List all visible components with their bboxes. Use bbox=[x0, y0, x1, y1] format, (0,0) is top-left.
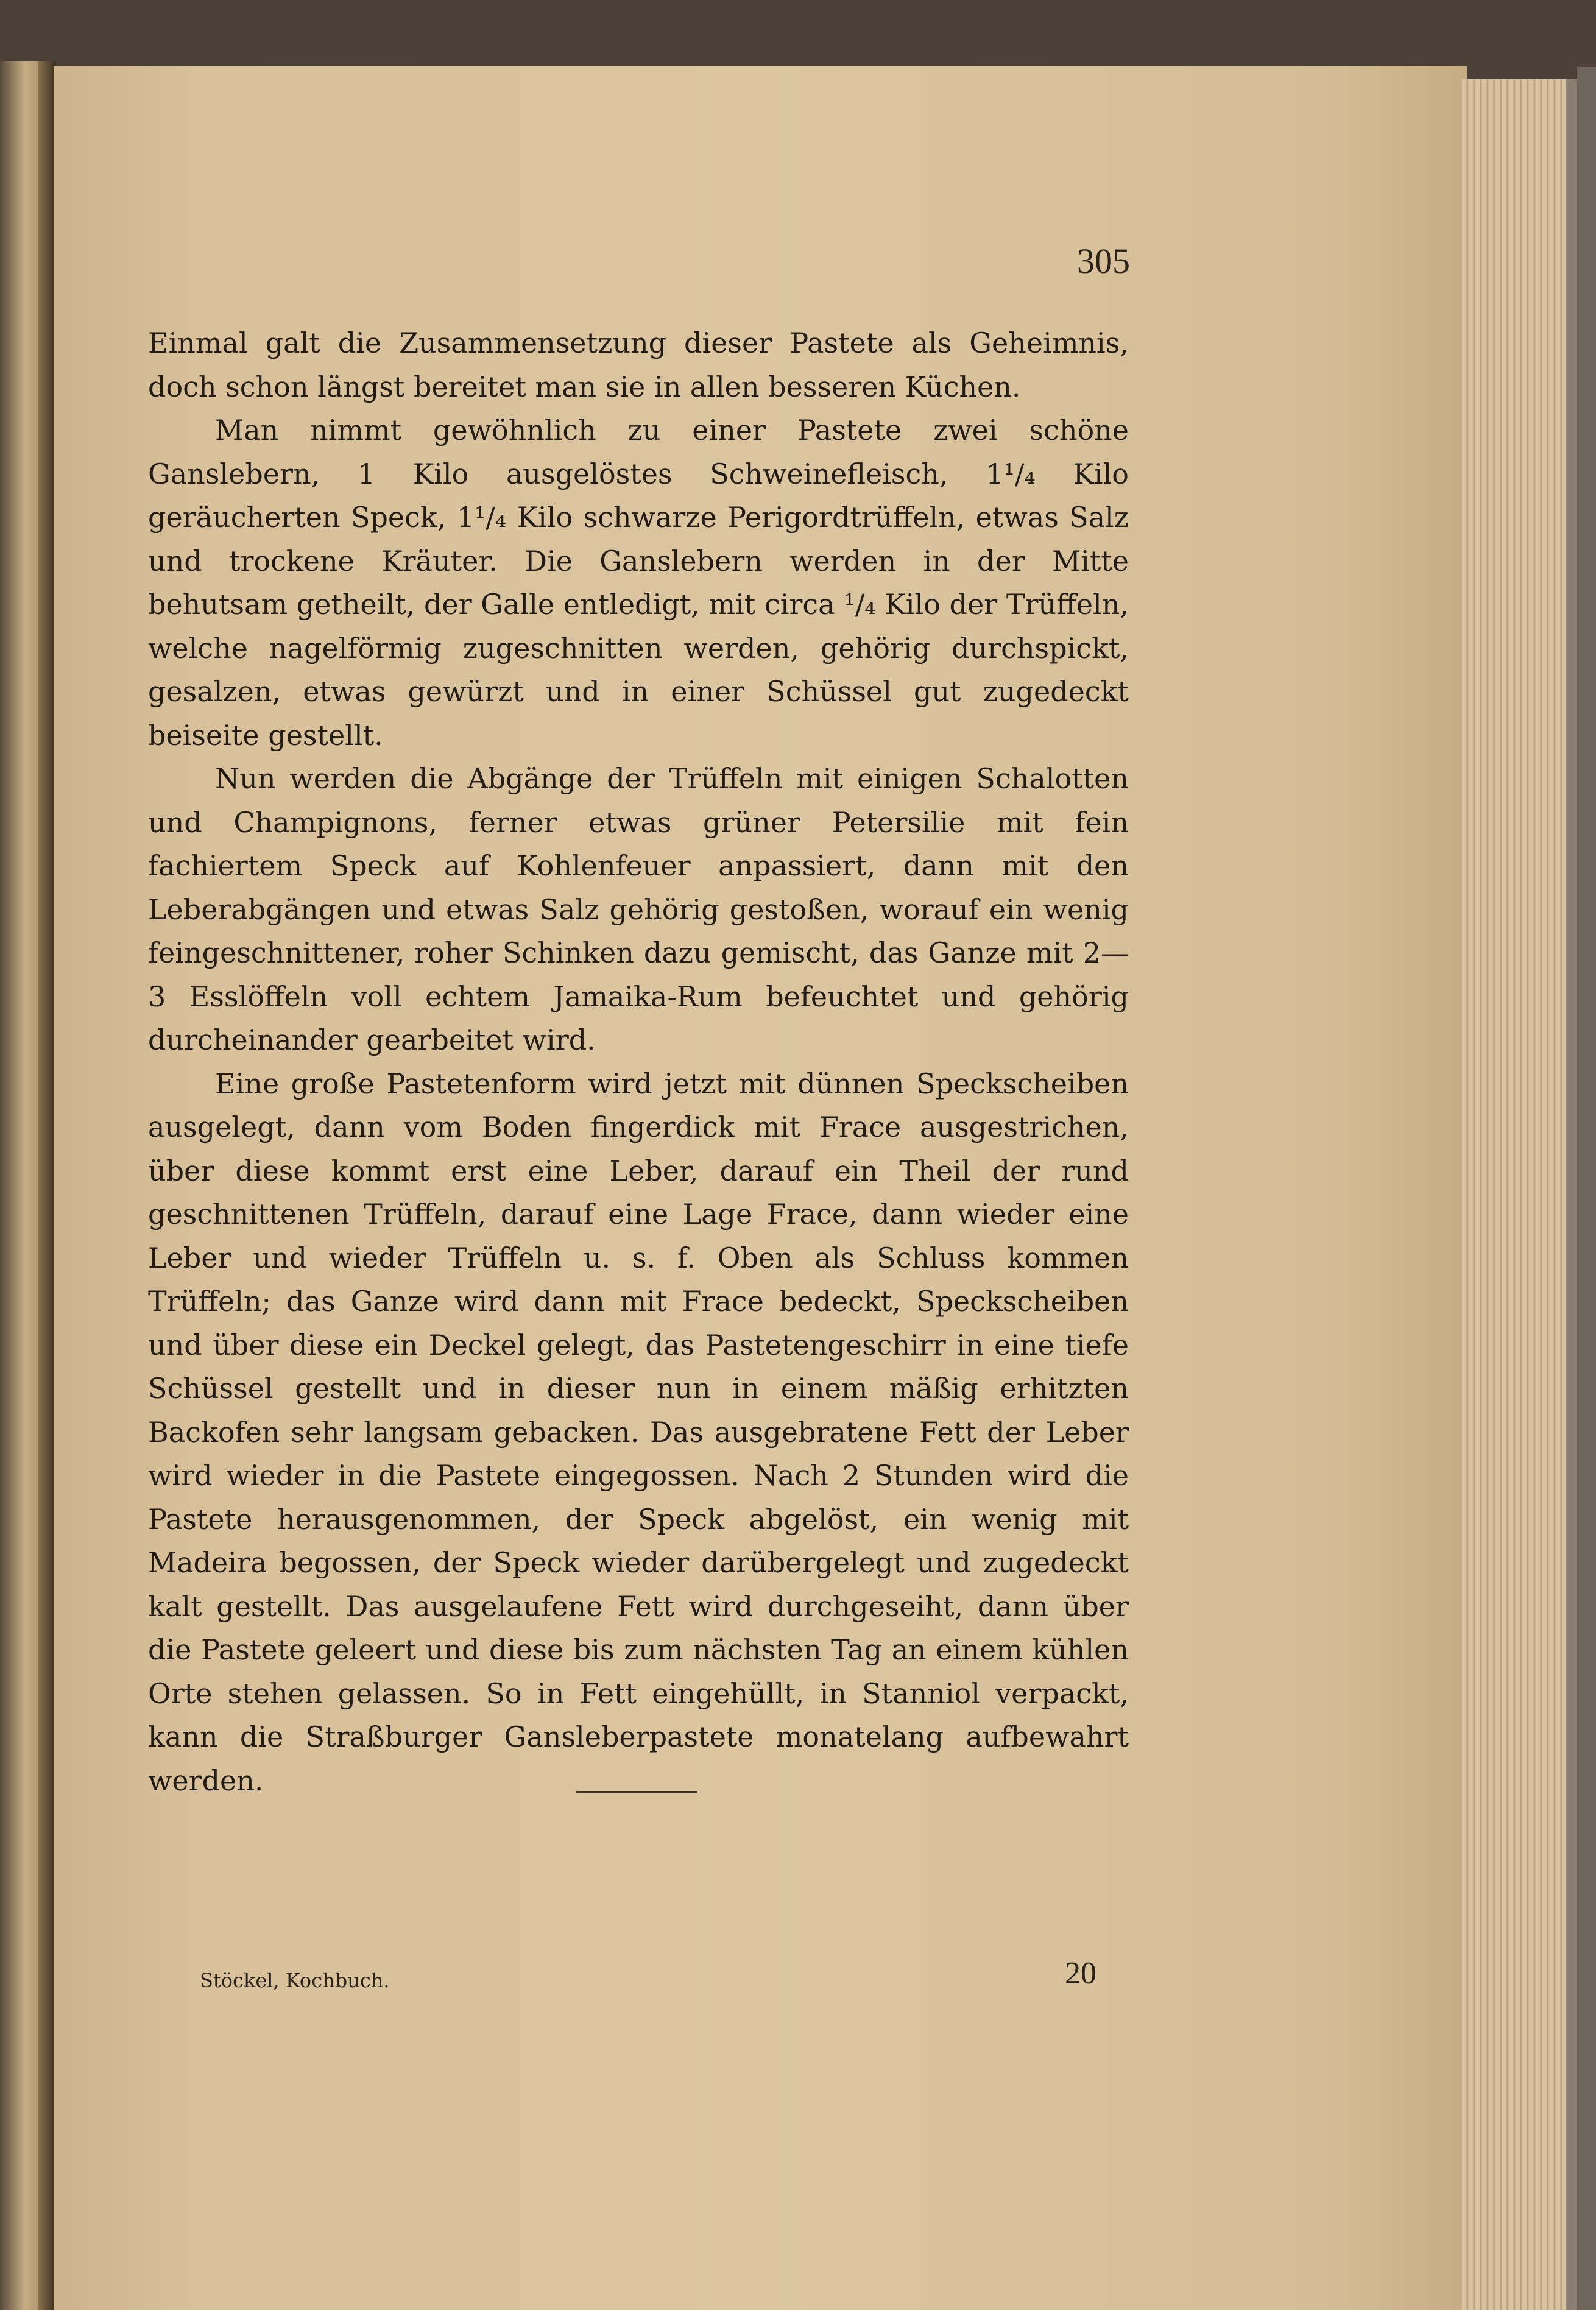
section-divider bbox=[576, 1791, 697, 1793]
footer-source: Stöckel, Kochbuch. bbox=[200, 1969, 390, 1992]
paragraph: Nun werden die Abgänge der Trüffeln mit einigen Schalotten und Champignons, ferner etwas grüner Petersilie mit fein fachiertem Speck auf Kohlenfeuer anpassiert, dann mit den Leberabgängen und etwas Salz gehörig gestoßen, worauf ein wenig feingeschnittener, roher Schinken dazu gemischt, das Ganze mit 2—3 Esslöffeln voll echtem Jamaika-Rum befeuchtet und gehörig durcheinander gearbeitet wird. bbox=[148, 762, 1129, 1056]
paragraph: Einmal galt die Zusammensetzung dieser Pastete als Geheimnis, doch schon längst bereitet man sie in allen besseren Küchen. bbox=[148, 327, 1129, 403]
book-cover-edge bbox=[1577, 67, 1596, 2310]
page-stack-edges bbox=[1462, 79, 1577, 2310]
body-text bbox=[148, 322, 1129, 1803]
paragraph: Eine große Pastetenform wird jetzt mit dünnen Speckscheiben ausgelegt, dann vom Boden fingerdick mit Frace ausgestrichen, über diese kommt erst eine Leber, darauf ein Theil der rund geschnittenen Trüffeln, darauf eine Lage Frace, dann wieder eine Leber und wieder Trüffeln u. s. f. Oben als Schluss kommen Trüffeln; das Ganze wird dann mit Frace bedeckt, Speckscheiben und über diese ein Deckel gelegt, das Pastetengeschirr in eine tiefe Schüssel gestellt und in dieser nun in einem mäßig erhitzten Backofen sehr langsam gebacken. Das ausgebratene Fett der Leber wird wieder in die Pastete eingegossen. Nach 2 Stunden wird die Pastete herausgenommen, der Speck abgelöst, ein wenig mit Madeira begossen, der Speck wieder darübergelegt und zugedeckt kalt gestellt. Das ausgelaufene Fett wird durchgeseiht, dann über die Pastete geleert und diese bis zum nächsten Tag an einem kühlen Orte stehen gelassen. So in Fett eingehüllt, in Stanniol verpackt, kann die Straßburger Gansleberpastete monatelang aufbewahrt werden. bbox=[148, 1067, 1129, 1797]
page-number: 305 bbox=[1077, 241, 1130, 281]
paragraph: Man nimmt gewöhnlich zu einer Pastete zwei schöne Ganslebern, 1 Kilo ausgelöstes Schweinefleisch, 1¹/₄ Kilo geräucherten Speck, 1¹/₄ Kilo schwarze Perigordtrüffeln, etwas Salz und trockene Kräuter. Die Ganslebern werden in der Mitte behutsam getheilt, der Galle entledigt, mit circa ¹/₄ Kilo der Trüffeln, welche nagelförmig zugeschnitten werden, gehörig durchspickt, gesalzen, etwas gewürzt und in einer Schüssel gut zugedeckt beiseite gestellt. bbox=[148, 414, 1129, 752]
sheet-signature: 20 bbox=[1065, 1956, 1096, 1991]
